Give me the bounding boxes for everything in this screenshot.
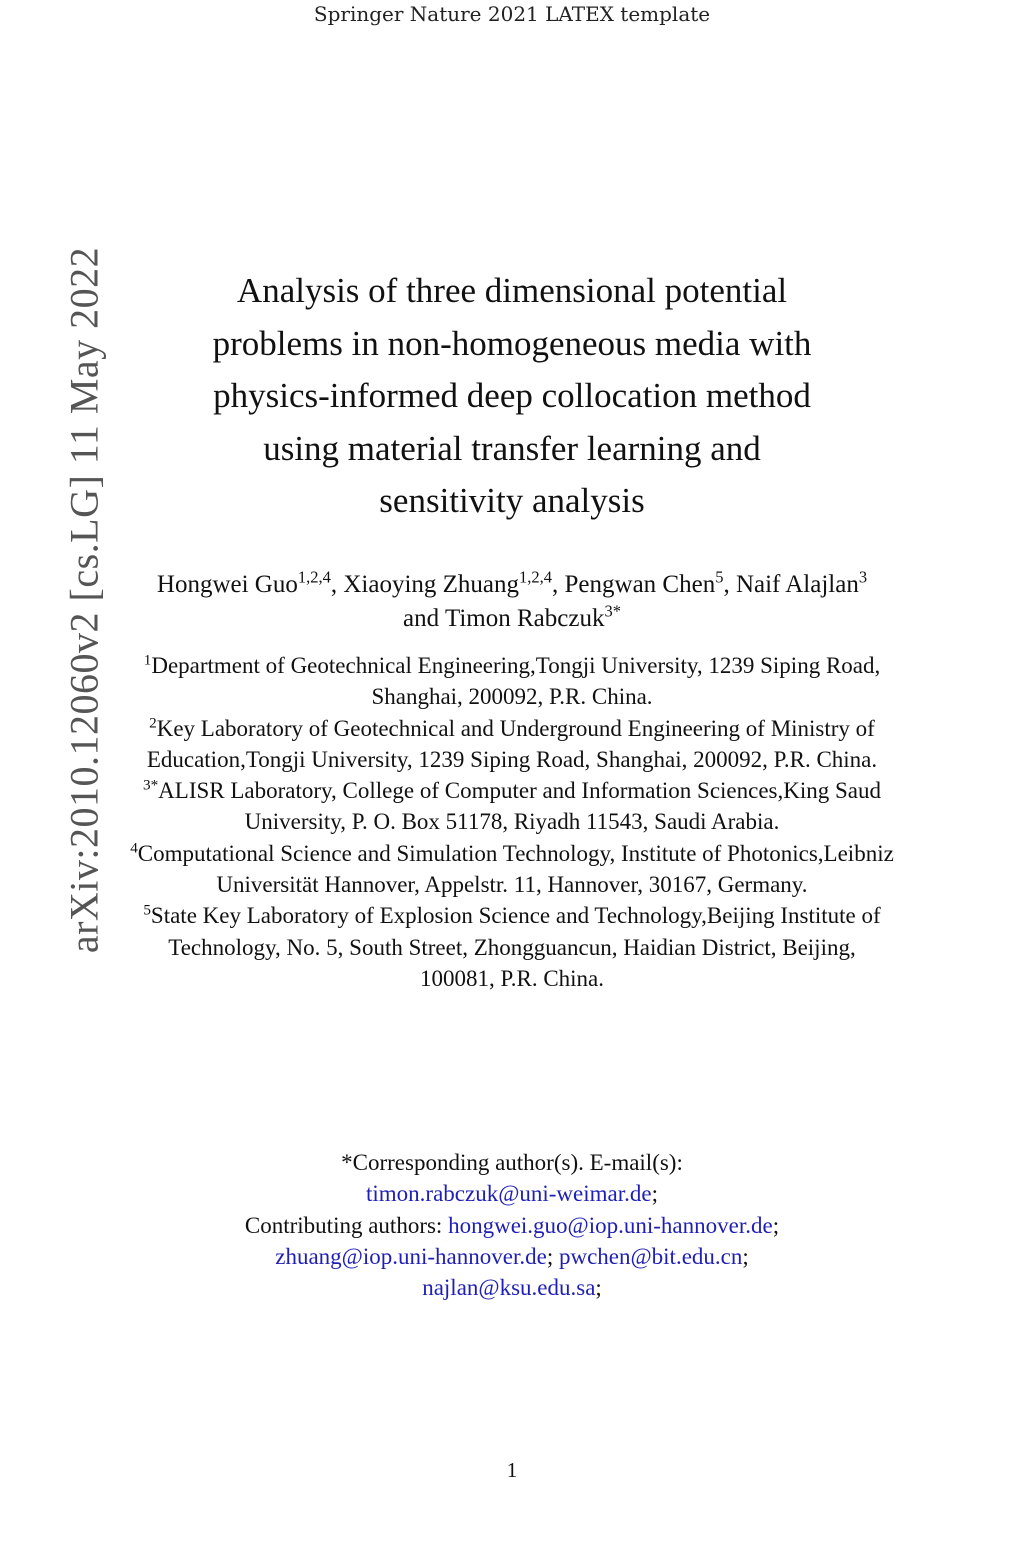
affiliation	[130, 650, 894, 713]
author-affil-mark: 1,2,4	[297, 567, 331, 587]
author-affil-mark: 3	[858, 567, 868, 587]
running-head	[0, 2, 1024, 26]
affiliation-mark: 1	[143, 651, 152, 669]
affiliation-text: Key Laboratory of Geotechnical and Underground Engineering of Ministry of Education,Tongji University, 1239 Siping Road, Shanghai, 200092, P.R. China.	[146, 715, 878, 772]
author-name: Timon Rabczuk	[444, 605, 605, 632]
affiliation	[130, 838, 894, 901]
corresponding-label: *Corresponding author(s). E-mail(s):	[341, 1150, 683, 1175]
author-affil-mark: 1,2,4	[519, 567, 553, 587]
author-name: Naif Alajlan	[735, 571, 859, 598]
affiliation-mark: 5	[143, 901, 151, 919]
contributing-email-link[interactable]: hongwei.guo@iop.uni-hannover.de	[448, 1212, 773, 1238]
author-separator: ,	[552, 571, 565, 598]
affiliation	[130, 713, 894, 776]
running-head-text: Springer Nature 2021 LATEX template	[313, 2, 711, 26]
corresponding-email-link[interactable]: timon.rabczuk@uni-weimar.de	[366, 1181, 652, 1207]
contributing-email-link[interactable]: zhuang@iop.uni-hannover.de	[275, 1243, 547, 1269]
author-separator: ,	[723, 571, 736, 598]
author-name: Pengwan Chen	[564, 571, 716, 598]
affiliation	[130, 775, 894, 838]
affiliation-list	[130, 650, 894, 994]
contributing-label: Contributing authors:	[244, 1212, 443, 1238]
author-separator: ,	[330, 571, 344, 598]
page-number: 1	[506, 1458, 518, 1482]
title-line: problems in non-homogeneous media with	[212, 323, 812, 363]
title-line: using material transfer learning and	[263, 428, 761, 468]
contributing-email-link[interactable]: najlan@ksu.edu.sa	[422, 1275, 596, 1301]
paper-title	[140, 265, 884, 528]
author-name: Xiaoying Zhuang	[343, 571, 520, 598]
affiliation-text: Computational Science and Simulation Technology, Institute of Photonics,Leibniz Universität Hannover, Appelstr. 11, Hannover, 30167, Germany.	[137, 840, 894, 898]
affiliation-mark: 3*	[142, 776, 159, 794]
title-line: physics-informed deep collocation method	[213, 376, 811, 415]
contributing-email-link[interactable]: pwchen@bit.edu.cn	[558, 1243, 743, 1269]
title-line: sensitivity analysis	[379, 481, 645, 520]
title-line: Analysis of three dimensional potential	[236, 271, 788, 310]
author-name: Hongwei Guo	[156, 571, 298, 598]
affiliation-text: ALISR Laboratory, College of Computer and Information Sciences,King Saud University, P. O. Box 51178, Riyadh 11543, Saudi Arabia.	[158, 778, 882, 835]
affiliation-text: Department of Geotechnical Engineering,Tongji University, 1239 Siping Road, Shanghai, 200092, P.R. China.	[151, 653, 881, 710]
affiliation-mark: 2	[149, 713, 157, 731]
author-affil-mark: 3*	[604, 601, 621, 621]
author-list	[140, 568, 884, 636]
author-affil-mark: 5	[715, 567, 724, 587]
correspondence-block: *Corresponding author(s). E-mail(s): timon.rabczuk@uni-weimar.de; Contributing authors: hongwei.guo@iop.uni-hannover.de; zhuang@iop.uni-hannover.de; pwchen@bit.edu.cn; najlan@ksu.edu.sa;	[244, 1150, 780, 1301]
affiliation	[130, 900, 894, 994]
arxiv-stamp: arXiv:2010.12060v2 [cs.LG] 11 May 2022	[61, 246, 107, 954]
affiliation-text: State Key Laboratory of Explosion Science and Technology,Beijing Institute of Technology, No. 5, South Street, Zhongguancun, Haidian District, Beijing, 100081, P.R. China.	[150, 903, 881, 991]
author-separator: and	[403, 605, 445, 632]
affiliation-mark: 4	[130, 839, 138, 857]
